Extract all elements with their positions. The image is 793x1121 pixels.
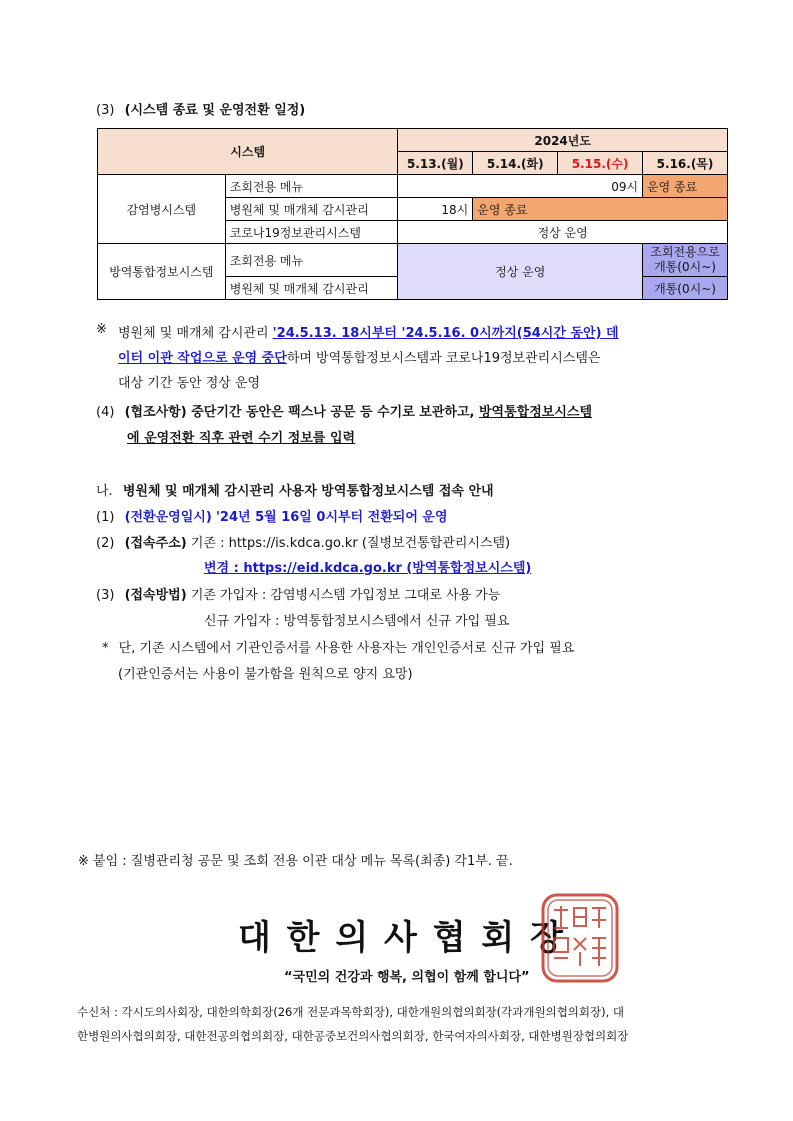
signature-org: 대 한 의 사 협 회 장 (238, 918, 565, 958)
attachment-line: ※ 붙임 : 질병관리청 공문 및 조회 전용 이관 대상 메뉴 목록(최종) 각1부. 끝. (78, 854, 513, 869)
section-na-heading (96, 480, 494, 499)
row-status: 정상 운영 (398, 221, 728, 244)
item-n1-text: '24년 5월 16일 0시부터 전환되어 운영 (215, 510, 448, 525)
item-4-number: (4) (96, 405, 115, 420)
item-n3-line-2: 신규 가입자 : 방역통합정보시스템에서 신규 가입 필요 (204, 614, 510, 629)
item-n1 (96, 506, 448, 525)
item-n2-new-url[interactable]: 변경 : https://eid.kdca.go.kr (방역통합정보시스템) (204, 561, 532, 576)
item-n2 (96, 532, 510, 551)
item-n2-number: (2) (96, 536, 115, 551)
header-date: 5.13.(월) (398, 152, 473, 175)
row-name: 병원체 및 매개체 감시관리 (225, 198, 398, 221)
item-4-system: 방역통합정보시스템 (478, 405, 593, 420)
item-n2-label: (접속주소) (124, 536, 187, 551)
row-status: 운영 종료 (473, 198, 728, 221)
note-text: 하며 방역통합정보시스템과 코로나19정보관리시스템은 (286, 351, 601, 366)
row-name: 병원체 및 매개체 감시관리 (225, 277, 398, 300)
note-line-2 (118, 347, 600, 366)
group-infectious-disease: 감염병시스템 (98, 175, 226, 244)
row-time: 09시 (398, 175, 643, 198)
item-4-text: (협조사항) 중단기간 동안은 팩스나 공문 등 수기로 보관하고, (124, 405, 479, 420)
header-date: 5.15.(수) (558, 152, 643, 175)
note-period: '24.5.13. 18시부터 '24.5.16. 0시까지(54시간 동안) 데 (272, 326, 619, 341)
item-n2-text: 기존 : https://is.kdca.go.kr (질병보건통합관리시스템) (190, 536, 511, 551)
row-name: 코로나19정보관리시스템 (225, 221, 398, 244)
schedule-table (97, 128, 728, 300)
row-open: 개통(0시~) (643, 277, 728, 300)
row-time: 18시 (398, 198, 473, 221)
section-na-number: 나. (96, 484, 113, 499)
note-2-text: 단, 기존 시스템에서 기관인증서를 사용한 사용자는 개인인증서로 신규 가입 필요 (118, 641, 575, 656)
note-line-3: 대상 기간 동안 정상 운영 (118, 376, 261, 391)
header-system: 시스템 (98, 129, 398, 175)
seal-stamp (540, 892, 620, 984)
section-na-title: 병원체 및 매개체 감시관리 사용자 방역통합정보시스템 접속 안내 (122, 484, 494, 499)
recipients-line-2: 한병원의사협의회장, 대한전공의협의회장, 대한공중보건의사협의회장, 한국여자의사회장, 대한병원장협의회장 (77, 1029, 629, 1043)
section-3-heading (96, 99, 305, 118)
row-status: 정상 운영 (398, 244, 643, 300)
item-n3-text: 기존 가입자 : 감염병시스템 가입정보 그대로 사용 가능 (190, 588, 501, 603)
note-2-mark: * (102, 641, 109, 656)
row-open: 조회전용으로 개통(0시~) (643, 244, 728, 277)
row-name: 조회전용 메뉴 (225, 175, 398, 198)
note-2-line-1 (102, 637, 574, 656)
signature-slogan: “국민의 건강과 행복, 의협이 함께 합니다” (284, 970, 530, 985)
item-n1-number: (1) (96, 510, 115, 525)
header-year: 2024년도 (398, 129, 728, 152)
note-text: 병원체 및 매개체 감시관리 (118, 326, 273, 341)
note-line-1 (118, 322, 619, 341)
row-status: 운영 종료 (643, 175, 728, 198)
item-4-line-1 (96, 401, 592, 420)
header-date: 5.16.(목) (643, 152, 728, 175)
group-integrated-system: 방역통합정보시스템 (98, 244, 226, 300)
note-mark: ※ (96, 322, 107, 337)
note-2-line-2: (기관인증서는 사용이 불가함을 원칙으로 양지 요망) (118, 667, 413, 682)
item-n1-label: (전환운영일시) (124, 510, 212, 525)
recipients-line-1: 수신처 : 각시도의사회장, 대한의학회장(26개 전문과목학회장), 대한개원의협의회장(각과개원의협의회장), 대 (77, 1005, 625, 1019)
item-n3-number: (3) (96, 588, 115, 603)
row-name: 조회전용 메뉴 (225, 244, 398, 277)
section-3-number: (3) (96, 103, 115, 118)
header-date: 5.14.(화) (473, 152, 558, 175)
note-suspend: 이터 이관 작업으로 운영 중단 (118, 351, 287, 366)
item-4-line-2: 에 운영전환 직후 관련 수기 정보를 입력 (127, 431, 356, 446)
item-n3-label: (접속방법) (124, 588, 187, 603)
item-n3 (96, 584, 500, 603)
section-3-title: (시스템 종료 및 운영전환 일정) (124, 103, 306, 118)
